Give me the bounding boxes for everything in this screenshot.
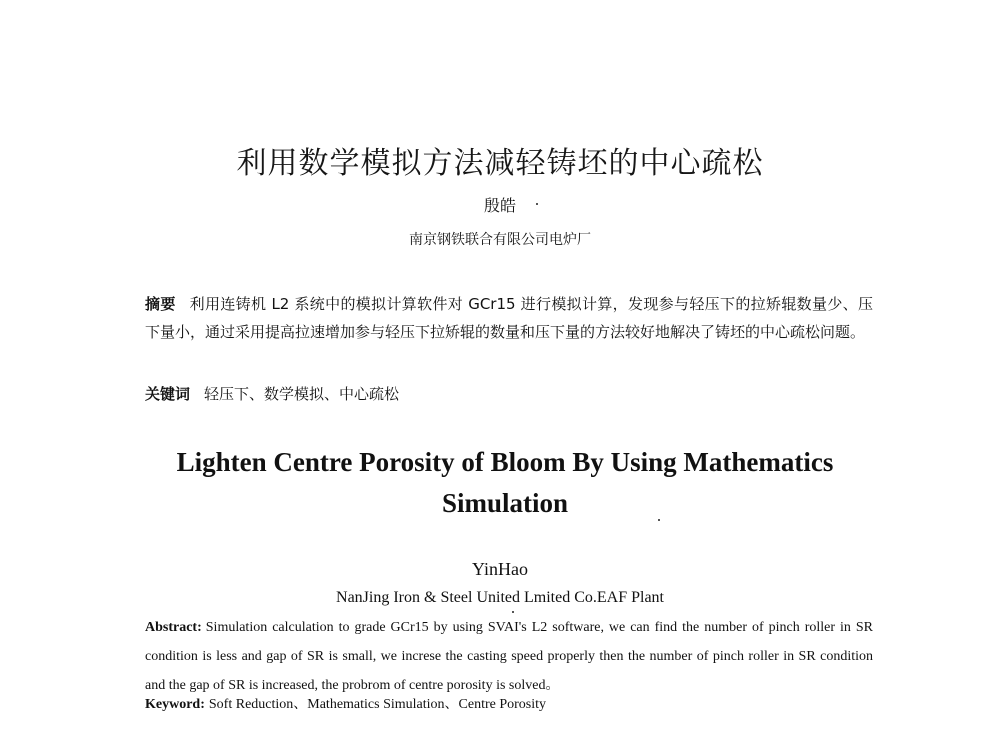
english-author: YinHao (472, 559, 528, 579)
scan-speck (512, 611, 514, 613)
english-keywords-label: Keyword: (145, 697, 205, 712)
chinese-keywords (145, 380, 873, 408)
scan-speck (536, 203, 538, 205)
english-abstract-text: Simulation calculation to grade GCr15 by using SVAI's L2 software, we can find the number of pinch roller in SR condition is less and gap of SR is small, we increse the casting speed properly then the number of pinch roller in SR condition and the gap of SR is increased, the probrom of centre porosity is solved。 (145, 620, 873, 693)
english-affiliation: NanJing Iron & Steel United Lmited Co.EAF Plant (336, 589, 664, 606)
chinese-abstract (145, 290, 873, 346)
chinese-keywords-label: 关键词 (145, 385, 191, 403)
chinese-keywords-text: 轻压下、数学模拟、中心疏松 (204, 385, 400, 403)
chinese-affiliation: 南京钢铁联合有限公司电炉厂 (409, 232, 591, 248)
english-title: Lighten Centre Porosity of Bloom By Using Mathematics Simulation (176, 447, 834, 518)
english-keywords (145, 693, 873, 717)
chinese-author: 殷皓 (483, 196, 516, 215)
english-abstract-label: Abstract: (145, 620, 202, 635)
chinese-title: 利用数学模拟方法减轻铸坯的中心疏松 (236, 146, 764, 181)
chinese-abstract-text: 利用连铸机 L2 系统中的模拟计算软件对 GCr15 进行模拟计算，发现参与轻压下的拉矫辊数量少、压下量小，通过采用提高拉速增加参与轻压下拉矫辊的数量和压下量的方法较好地解决了铸坯的中心疏松问题。 (145, 295, 873, 341)
english-keywords-text: Soft Reduction、Mathematics Simulation、Centre Porosity (208, 697, 547, 712)
scan-speck (658, 519, 660, 521)
chinese-abstract-label: 摘要 (145, 295, 176, 313)
english-abstract (145, 613, 873, 700)
